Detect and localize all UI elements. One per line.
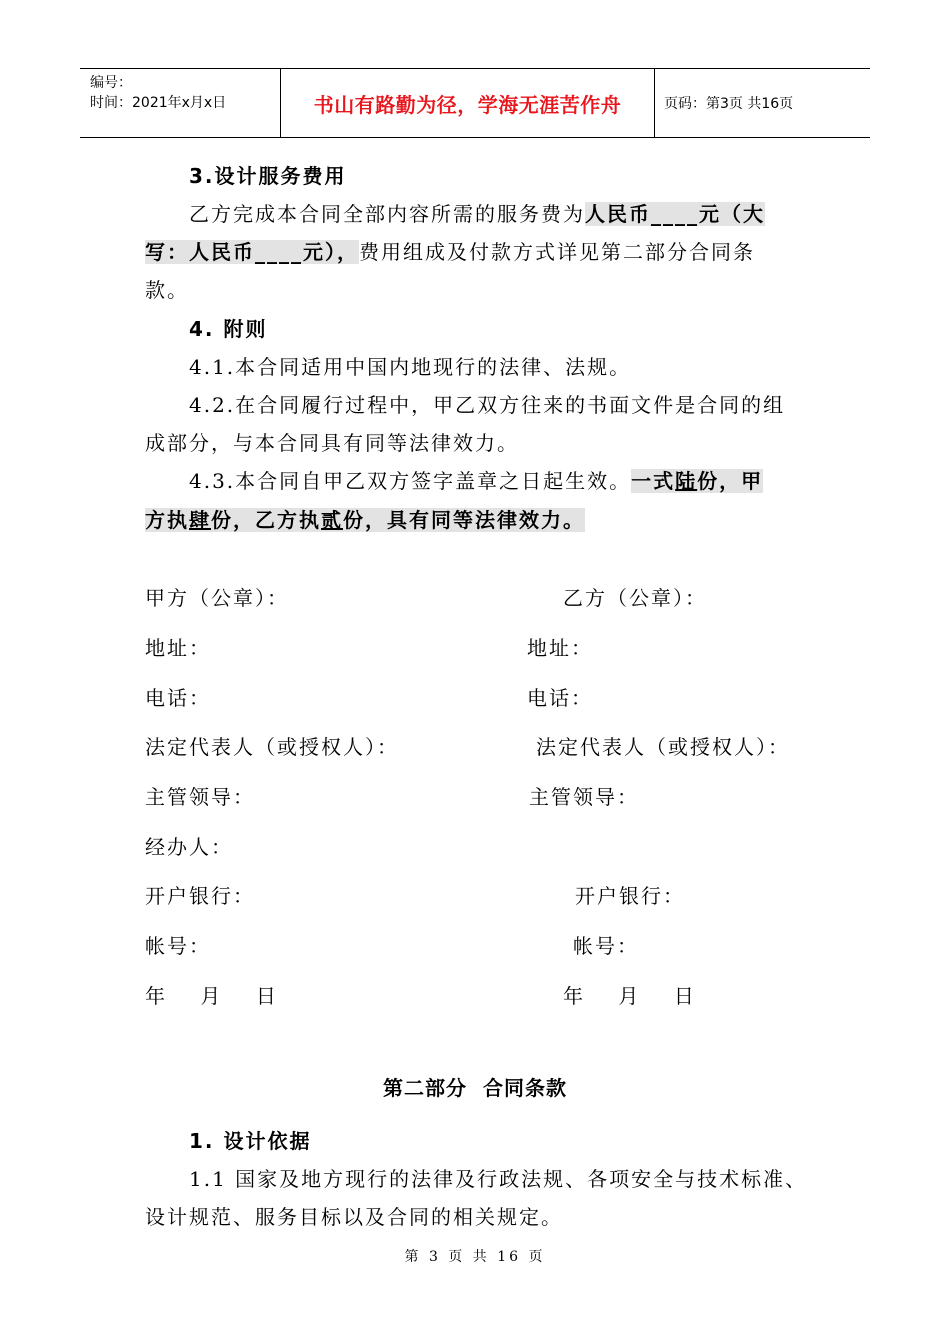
- text: 方执: [145, 508, 189, 532]
- party-b-bank: 开户银行：: [575, 884, 685, 908]
- clause: 成部分，与本合同具有同等法律效力。: [145, 431, 519, 455]
- header-motto: 书山有路勤为径，学海无涯苦作舟: [281, 69, 655, 137]
- text: 4.3.本合同自甲乙双方签字盖章之日起生效。: [189, 469, 632, 493]
- text: 费用组成及付款方式详见第二部分合同条: [359, 240, 755, 264]
- text: 一式: [631, 469, 676, 493]
- party-a-seal: 甲方（公章）：: [145, 586, 289, 610]
- text: 乙方完成本合同全部内容所需的服务费为: [189, 202, 585, 226]
- party-a-account: 帐号：: [145, 934, 211, 958]
- page-header: [80, 68, 870, 138]
- text: 份，甲: [697, 469, 764, 493]
- clause: [189, 465, 763, 494]
- party-b-legal-rep: 法定代表人（或授权人）：: [536, 735, 790, 759]
- page-footer: 第 3 页 共 16 页: [404, 1249, 546, 1265]
- party-b-leader: 主管领导：: [529, 785, 639, 809]
- party-a-leader: 主管领导：: [145, 785, 255, 809]
- header-page-info: 页码：第3页 共16页: [664, 96, 794, 112]
- paragraph: 款。: [145, 278, 189, 302]
- copies-party-b: 贰: [321, 508, 343, 532]
- clause: 4.2.在合同履行过程中，甲乙双方往来的书面文件是合同的组: [189, 393, 786, 417]
- paragraph: [189, 198, 765, 227]
- part-title: 第二部分 合同条款: [383, 1076, 567, 1100]
- clause: [145, 504, 585, 533]
- party-b-address: 地址：: [527, 636, 593, 660]
- section-title: 3.设计服务费用: [189, 164, 347, 188]
- clause: 4.1.本合同适用中国内地现行的法律、法规。: [189, 355, 632, 379]
- party-a-address: 地址：: [145, 636, 211, 660]
- party-a-bank: 开户银行：: [145, 884, 255, 908]
- copies-text: [631, 469, 763, 493]
- fee-text: 人民币____元（大: [585, 202, 765, 226]
- paragraph: [145, 236, 755, 265]
- party-a-handler: 经办人：: [145, 835, 233, 859]
- copies-party-a: 肆: [189, 508, 211, 532]
- fee-text: 写：人民币____元），: [145, 240, 359, 264]
- party-a-legal-rep: 法定代表人（或授权人）：: [145, 735, 399, 759]
- party-b-date: 年 月 日: [563, 984, 696, 1008]
- section-title: 1. 设计依据: [189, 1129, 312, 1153]
- clause: 设计规范、服务目标以及合同的相关规定。: [145, 1205, 563, 1229]
- clause: 1.1 国家及地方现行的法律及行政法规、各项安全与技术标准、: [189, 1167, 808, 1191]
- party-b-account: 帐号：: [573, 934, 639, 958]
- text: 份，乙方执: [211, 508, 321, 532]
- section-title: 4. 附则: [189, 317, 268, 341]
- header-meta: [80, 69, 281, 137]
- number-label: 编号：: [90, 75, 132, 91]
- copies-text: [145, 508, 585, 532]
- time-label: 时间：2021年x月x日: [90, 95, 227, 111]
- party-a-phone: 电话：: [145, 686, 211, 710]
- text: 份，具有同等法律效力。: [343, 508, 585, 532]
- copies-total: 陆: [675, 469, 698, 493]
- party-b-phone: 电话：: [527, 686, 593, 710]
- party-a-date: 年 月 日: [145, 984, 278, 1008]
- party-b-seal: 乙方（公章）：: [563, 586, 707, 610]
